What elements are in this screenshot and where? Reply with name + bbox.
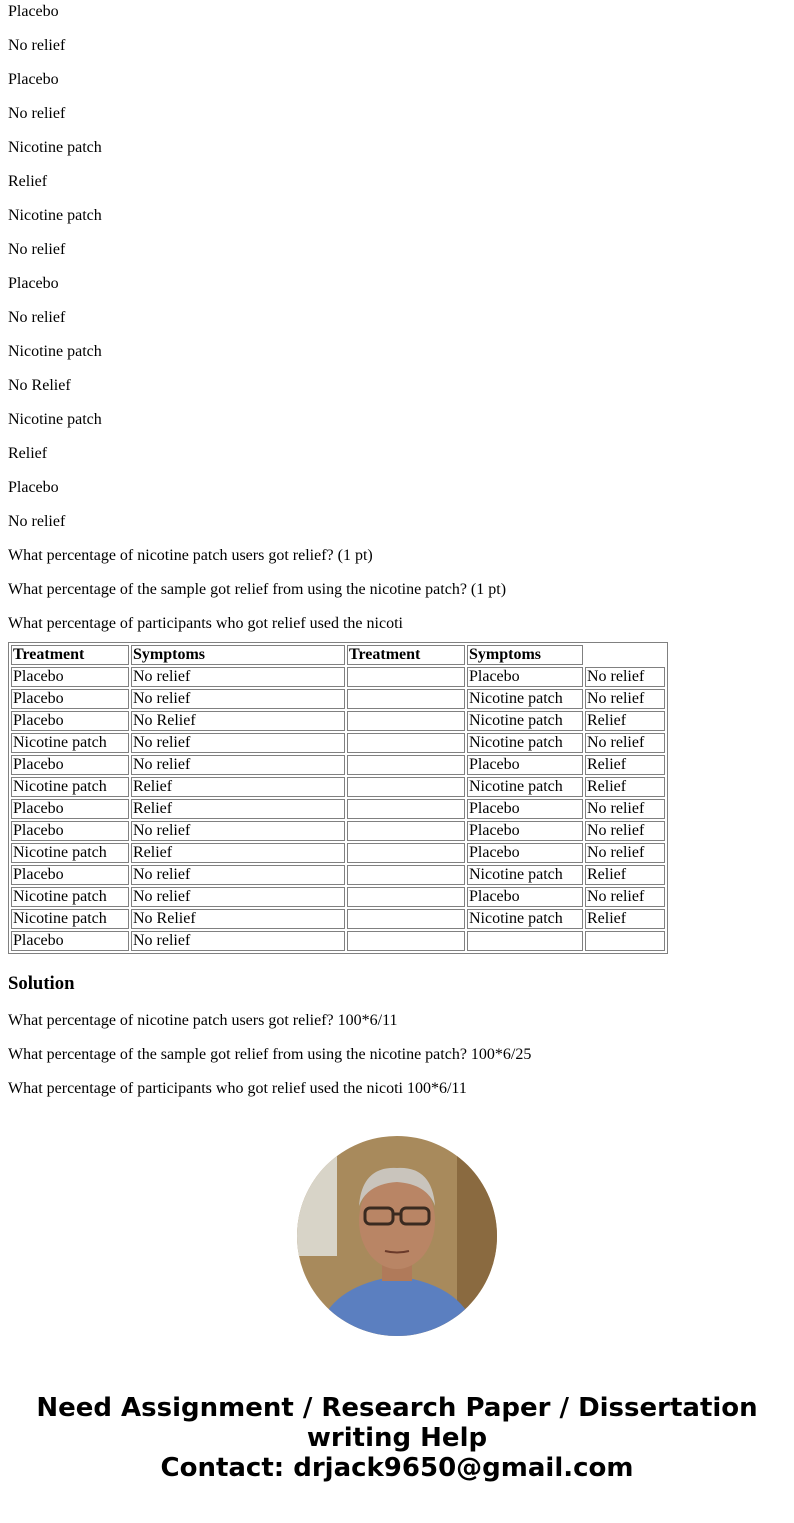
table-row [11, 799, 665, 819]
data-line: No relief [8, 37, 66, 54]
table-row [11, 755, 665, 775]
data-line: Placebo [8, 479, 59, 496]
table-cell: No relief [585, 799, 665, 819]
table-row [11, 733, 665, 753]
table-row [11, 843, 665, 863]
table-cell: Placebo [467, 887, 583, 907]
questions [8, 547, 786, 633]
table-cell [347, 909, 465, 929]
table-cell: No relief [131, 865, 345, 885]
data-line: Placebo [8, 3, 59, 20]
author-photo-container [8, 1136, 786, 1341]
data-line: Nicotine patch [8, 207, 102, 224]
table-cell: No relief [131, 755, 345, 775]
table-cell: Nicotine patch [467, 711, 583, 731]
table-cell: Relief [585, 777, 665, 797]
table-cell: No relief [131, 689, 345, 709]
data-line: Placebo [8, 71, 59, 88]
table-cell: Nicotine patch [11, 887, 129, 907]
table-cell [347, 667, 465, 687]
table-cell: Relief [131, 843, 345, 863]
table-cell: Nicotine patch [467, 777, 583, 797]
data-table [8, 642, 668, 954]
data-line: No relief [8, 105, 66, 122]
table-cell: Placebo [467, 755, 583, 775]
solution-answers [8, 1012, 786, 1098]
table-cell [347, 777, 465, 797]
data-line: Nicotine patch [8, 139, 102, 156]
table-cell: Placebo [11, 689, 129, 709]
header-treatment-2: Treatment [347, 645, 465, 665]
header-treatment: Treatment [11, 645, 129, 665]
header-empty [585, 645, 665, 665]
table-cell: Placebo [11, 755, 129, 775]
table-cell [347, 887, 465, 907]
table-cell: Relief [585, 865, 665, 885]
data-line: No relief [8, 309, 66, 326]
table-cell: Placebo [11, 667, 129, 687]
table-header-row [11, 645, 665, 665]
question: What percentage of nicotine patch users got relief? (1 pt) [8, 547, 373, 564]
data-line: No Relief [8, 377, 71, 394]
table-cell: Nicotine patch [467, 909, 583, 929]
table-cell: Placebo [467, 821, 583, 841]
table-cell: Placebo [11, 821, 129, 841]
table-cell: No Relief [131, 909, 345, 929]
table-cell: Relief [131, 777, 345, 797]
table-cell [347, 843, 465, 863]
footer-contact: Contact: drjack9650@gmail.com [160, 1453, 634, 1483]
table-row [11, 689, 665, 709]
data-line: Nicotine patch [8, 411, 102, 428]
table-cell: No relief [585, 821, 665, 841]
solution-answer: What percentage of the sample got relief from using the nicotine patch? 100*6/25 [8, 1046, 532, 1063]
table-cell [467, 931, 583, 951]
table-cell [347, 733, 465, 753]
table-cell: No relief [585, 843, 665, 863]
table-cell: Relief [585, 755, 665, 775]
table-cell: Relief [585, 711, 665, 731]
table-cell: Relief [585, 909, 665, 929]
solution-heading: Solution [8, 973, 75, 994]
table-cell: Placebo [467, 843, 583, 863]
table-cell: Nicotine patch [467, 733, 583, 753]
table-row [11, 667, 665, 687]
table-cell: Relief [131, 799, 345, 819]
header-symptoms-2: Symptoms [467, 645, 583, 665]
contact-footer [8, 1393, 786, 1483]
table-cell: No relief [131, 887, 345, 907]
solution-answer: What percentage of nicotine patch users got relief? 100*6/11 [8, 1012, 398, 1029]
table-cell: No Relief [131, 711, 345, 731]
table-cell: Placebo [11, 931, 129, 951]
table-row [11, 711, 665, 731]
data-line: Nicotine patch [8, 343, 102, 360]
footer-line-2: writing Help [306, 1423, 488, 1453]
table-cell: Nicotine patch [11, 777, 129, 797]
table-cell: No relief [131, 821, 345, 841]
table-cell: No relief [585, 733, 665, 753]
footer-line-1: Need Assignment / Research Paper / Dissertation [36, 1393, 758, 1423]
table-cell: No relief [131, 733, 345, 753]
table-cell [347, 711, 465, 731]
solution-answer: What percentage of participants who got relief used the nicoti 100*6/11 [8, 1080, 467, 1097]
data-line: Relief [8, 445, 48, 462]
table-cell [585, 931, 665, 951]
table-row [11, 909, 665, 929]
table-cell: Placebo [467, 667, 583, 687]
table-cell: Placebo [467, 799, 583, 819]
table-cell: Placebo [11, 711, 129, 731]
table-cell [347, 799, 465, 819]
table-cell: Nicotine patch [467, 865, 583, 885]
table-row [11, 777, 665, 797]
table-row [11, 887, 665, 907]
table-cell: Nicotine patch [11, 843, 129, 863]
data-lines [8, 3, 786, 531]
author-photo [297, 1136, 497, 1336]
data-line: No relief [8, 241, 66, 258]
table-cell: No relief [585, 887, 665, 907]
table-cell [347, 821, 465, 841]
table-row [11, 865, 665, 885]
table-cell: Nicotine patch [11, 733, 129, 753]
data-line: No relief [8, 513, 66, 530]
table-cell [347, 931, 465, 951]
table-cell: No relief [585, 667, 665, 687]
header-symptoms: Symptoms [131, 645, 345, 665]
question: What percentage of the sample got relief from using the nicotine patch? (1 pt) [8, 581, 507, 598]
table-cell: Nicotine patch [11, 909, 129, 929]
table-cell: Nicotine patch [467, 689, 583, 709]
table-cell: Placebo [11, 865, 129, 885]
table-cell [347, 865, 465, 885]
data-line: Relief [8, 173, 48, 190]
table-row [11, 931, 665, 951]
table-cell: Placebo [11, 799, 129, 819]
table-cell: No relief [131, 931, 345, 951]
table-cell [347, 755, 465, 775]
table-row [11, 821, 665, 841]
question: What percentage of participants who got relief used the nicoti [8, 615, 403, 632]
data-line: Placebo [8, 275, 59, 292]
table-cell: No relief [131, 667, 345, 687]
table-cell: No relief [585, 689, 665, 709]
table-cell [347, 689, 465, 709]
